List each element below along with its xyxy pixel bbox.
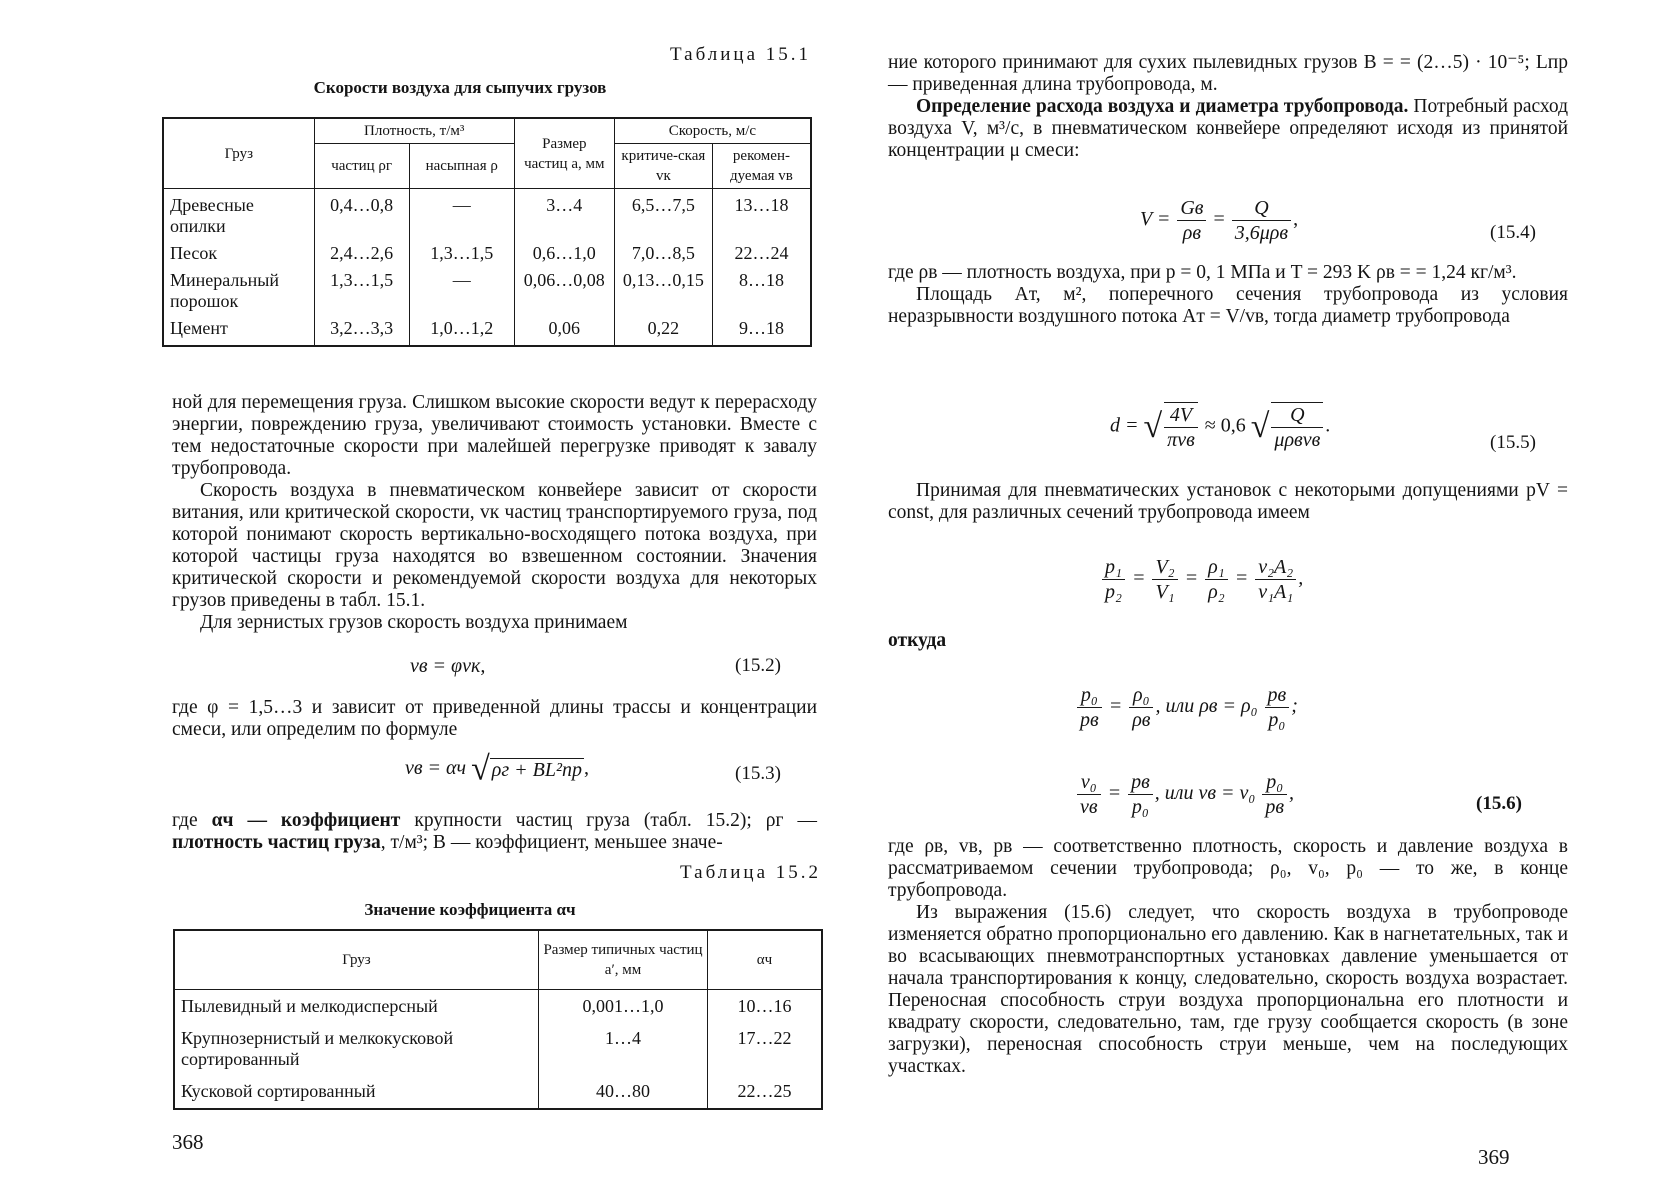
cell-particles: 3,2…3,3 [314,315,409,346]
formula-tail: , [584,757,589,779]
left-text-block-3 [172,810,817,854]
th-cargo: Груз [163,118,314,189]
page-number: 369 [1478,1145,1510,1169]
fraction: $\frac{Gв}{\rho в}$ [1177,196,1206,245]
fraction: $\frac{\text{v₂A₂}}{\text{v₁A₁}}$ [1255,555,1296,604]
formula-density: $\frac{\text{p₀}}{pв}$ = $\frac{\text{ρ₀}}{\rho в}$ , или ρв = ρ₀ $\frac{pв}{\text{p₀}}$ ; [1075,683,1298,732]
cell-cargo: Древесные опилки [163,189,314,241]
fraction: $\frac{Q}{\text{μρвvв}}$ [1271,402,1323,452]
th-bulk: насыпная ρ [409,144,514,189]
fraction: $\frac{Q}{\text{3,6μρв}}$ [1232,196,1291,245]
cell-cargo: Крупнозернистый и мелкокусковой сортированный [174,1020,539,1073]
th-size: Размер частиц a, мм [514,118,614,189]
paragraph: Для зернистых грузов скорость воздуха принимаем [200,612,628,633]
cell-recommended: 13…18 [712,189,811,241]
formula-chain: $\frac{\text{p₁}}{\text{p₂}}$ = $\frac{\text{V₂}}{\text{V₁}}$ = $\frac{\text{ρ₁}}{\text{ρ₂}}$ = $\frac{\text{v₂A₂}}{\text{v₁A₁}}$ , [1100,555,1303,604]
paragraph: Принимая для пневматических установок с некоторыми допущениями pV = const, для различных сечений трубопровода имеем [888,480,1568,523]
cell-bulk: 1,0…1,2 [409,315,514,346]
paragraph: где ρв, vв, pв — соответственно плотность, скорость и давление воздуха в рассматриваемом сечении трубопровода; ρ₀, v₀, p₀ — то же, в конце трубопровода. [888,836,1568,901]
fraction: $\frac{\text{v₀}}{vв}$ [1077,770,1101,819]
cell-alpha: 17…22 [708,1020,823,1073]
paragraph: где φ = 1,5…3 и зависит от приведенной длины трассы и концентрации смеси, или определим по формуле [172,697,817,740]
cell-alpha: 10…16 [708,990,823,1021]
table-row [174,1020,822,1073]
right-page [840,0,1679,1189]
formula-15-3 [405,750,589,788]
cell-cargo: Кусковой сортированный [174,1073,539,1109]
fraction: $\frac{\text{V₂}}{\text{V₁}}$ [1152,555,1177,604]
table-15-1-caption: Таблица 15.1 [670,44,812,65]
th-cargo: Груз [174,930,539,990]
eq-number-15-5: (15.5) [1490,432,1536,453]
right-text-block-3 [888,480,1568,524]
table-15-2 [173,929,823,1110]
eq-number-15-4: (15.4) [1490,222,1536,243]
fraction: $\frac{pв}{\text{p₀}}$ [1265,683,1290,732]
left-text-block-1 [172,392,817,634]
cell-bulk: — [409,189,514,241]
th-size: Размер типичных частиц a′, мм [539,930,708,990]
cell-size: 40…80 [539,1073,708,1109]
fraction: $\frac{\text{p₀}}{pв}$ [1262,770,1287,819]
cell-cargo: Цемент [163,315,314,346]
formula-15-4: V = $\frac{Gв}{\rho в}$ = $\frac{Q}{\text{3,6μρв}}$ , [1140,197,1299,244]
table-row [174,1073,822,1109]
th-alpha: αч [708,930,823,990]
table-row [163,240,811,267]
paragraph: Скорость воздуха в пневматическом конвейере зависит от скорости витания, или критической скорости, vк частиц транспортируемого груза, под которой понимают скорость вертикально-восходящего потока воздуха, при которой частицы груза находятся во взвешенном состоянии. Значения критической скорости и рекомендуемой скорости воздуха для некоторых грузов приведены в табл. 15.1. [172,480,817,611]
cell-critical: 6,5…7,5 [614,189,712,241]
formula-lhs: vв = αч [405,757,467,779]
cell-recommended: 22…24 [712,240,811,267]
paragraph: ной для перемещения груза. Слишком высокие скорости ведут к перерасходу энергии, повреждению груза, увеличивают стоимость установки. Вместе с тем недостаточные скорости при малейшей перегрузке приводят к завалу трубопровода. [172,392,817,479]
cell-critical: 7,0…8,5 [614,240,712,267]
cell-size: 0,001…1,0 [539,990,708,1021]
fraction: $\frac{\text{ρ₀}}{\rho в}$ [1129,683,1153,732]
right-text-block-4 [888,836,1568,1078]
fraction: $\frac{\text{p₁}}{\text{p₂}}$ [1102,555,1125,604]
table-15-1 [162,117,812,347]
table-row [174,990,822,1021]
cell-cargo: Песок [163,240,314,267]
table-15-2-title: Значение коэффициента αч [364,900,576,919]
cell-critical: 0,22 [614,315,712,346]
paragraph: Из выражения (15.6) следует, что скорость воздуха в трубопроводе изменяется обратно пропорционально его давлению. Как в нагнетательных, так и во всасывающих пневмотранспортных установках давление уменьшается от начала транспортирования к концу, следовательно, скорость воздуха возрастает. Переносная способность струи воздуха пропорциональна его плотности и квадрату скорости, следовательно, там, где грузу сообщается скорость (в зоне загрузки), переносная способность струи меньше, чем на последующих участках. [888,902,1568,1077]
paragraph: Определение расхода воздуха и диаметра трубопровода. Потребный расход воздуха V, м³/с, в пневматическом конвейере определяют исходя из принятой концентрации μ смеси: [888,96,1569,161]
sqrt-symbol: √ ρг + BL²пр [471,750,582,788]
radicand: ρг + BL²пр [491,758,582,781]
right-text-block-2 [888,262,1568,328]
fraction: $\frac{\text{ρ₁}}{\text{ρ₂}}$ [1205,555,1228,604]
cell-bulk: — [409,267,514,315]
fraction: $\frac{\text{p₀}}{pв}$ [1077,683,1102,732]
th-critical: критиче-ская vк [614,144,712,189]
cell-particles: 2,4…2,6 [314,240,409,267]
cell-particles: 0,4…0,8 [314,189,409,241]
table-row [163,315,811,346]
th-particles: частиц ρг [314,144,409,189]
table-row [163,189,811,241]
left-text-block-2 [172,697,817,741]
cell-cargo: Пылевидный и мелкодисперсный [174,990,539,1021]
cell-bulk: 1,3…1,5 [409,240,514,267]
th-speed: Скорость, м/с [614,118,811,144]
sqrt-symbol: √ $\frac{4V}{\text{πvв}}$ [1144,402,1200,452]
formula-15-5: d = √ $\frac{4V}{\text{πvв}}$ ≈ 0,6 √ $\frac{Q}{\text{μρвvв}}$ . [1110,404,1331,451]
fraction: $\frac{pв}{\text{p₀}}$ [1128,770,1153,819]
paragraph: ние которого принимают для сухих пылевидных грузов B = = (2…5) · 10⁻⁵; Lпр — приведенная длина трубопровода, м. [888,52,1568,95]
paragraph: Площадь Aт, м², поперечного сечения трубопровода из условия неразрывности воздушного потока Aт = V/vв, тогда диаметр трубопровода [888,284,1568,327]
cell-critical: 0,13…0,15 [614,267,712,315]
cell-size: 1…4 [539,1020,708,1073]
cell-recommended: 8…18 [712,267,811,315]
page-number: 368 [172,1130,204,1154]
paragraph: где αч — коэффициент крупности частиц груза (табл. 15.2); ρг — плотность частиц груза, т/м³; B — коэффициент, меньшее значе- [172,810,817,853]
paragraph: где ρв — плотность воздуха, при p = 0, 1 МПа и T = 293 K ρв = = 1,24 кг/м³. [888,262,1517,283]
table-row [163,267,811,315]
th-recommended: рекомен-дуемая vв [712,144,811,189]
table-15-1-title: Скорости воздуха для сыпучих грузов [313,78,607,97]
cell-size: 0,06 [514,315,614,346]
table-15-2-caption: Таблица 15.2 [680,862,822,883]
formula-15-2: vв = φvк, [410,655,486,677]
cell-size: 0,6…1,0 [514,240,614,267]
th-density: Плотность, т/м³ [314,118,514,144]
eq-number-15-3: (15.3) [735,763,781,784]
cell-size: 0,06…0,08 [514,267,614,315]
cell-alpha: 22…25 [708,1073,823,1109]
cell-size: 3…4 [514,189,614,241]
fraction: $\frac{4V}{\text{πvв}}$ [1164,402,1198,452]
eq-number-15-2: (15.2) [735,655,781,676]
formula-15-6: $\frac{\text{v₀}}{vв}$ = $\frac{pв}{\text{p₀}}$ , или vв = v₀ $\frac{\text{p₀}}{pв}$ , [1075,770,1294,819]
cell-cargo: Минеральный порошок [163,267,314,315]
eq-number-15-6: (15.6) [1476,793,1522,814]
cell-recommended: 9…18 [712,315,811,346]
cell-particles: 1,3…1,5 [314,267,409,315]
sqrt-symbol: √ $\frac{Q}{\text{μρвvв}}$ [1251,402,1326,452]
whence-label: откуда [888,630,947,651]
right-text-block-1 [888,52,1568,162]
